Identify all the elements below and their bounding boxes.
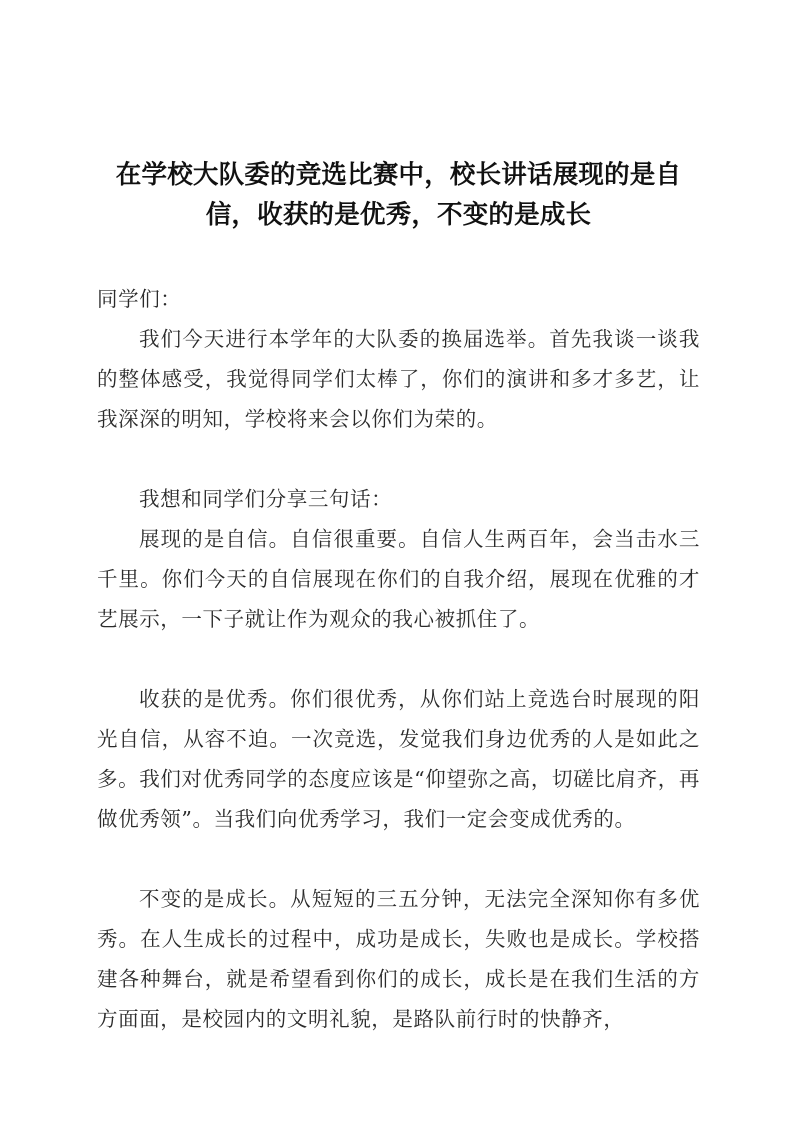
body-paragraph-3: 展现的是自信。自信很重要。自信人生两百年，会当击水三千里。你们今天的自信展现在你们的自我介绍，展现在优雅的才艺展示，一下子就让作为观众的我心被抓住了。	[97, 527, 700, 631]
page-title: 在学校大队委的竞选比赛中，校长讲话展现的是自信，收获的是优秀，不变的是成长	[115, 160, 682, 230]
body-paragraph-1: 我们今天进行本学年的大队委的换届选举。首先我谈一谈我的整体感受，我觉得同学们太棒了，你们的演讲和多才多艺，让我深深的明知，学校将来会以你们为荣的。	[97, 327, 700, 431]
body-paragraph-4: 收获的是优秀。你们很优秀，从你们站上竞选台时展现的阳光自信，从容不迫。一次竞选，发觉我们身边优秀的人是如此之多。我们对优秀同学的态度应该是“仰望弥之高，切磋比肩齐，再做优秀领”。当我们向优秀学习，我们一定会变成优秀的。	[97, 687, 700, 831]
body-paragraph-5: 不变的是成长。从短短的三五分钟，无法完全深知你有多优秀。在人生成长的过程中，成功是成长，失败也是成长。学校搭建各种舞台，就是希望看到你们的成长，成长是在我们生活的方方面面，是校园内的文明礼貌，是路队前行时的快静齐，	[97, 887, 700, 1031]
document-body	[97, 279, 700, 1039]
body-paragraph-2: 我想和同学们分享三句话：	[139, 487, 393, 511]
salutation-line: 同学们：	[97, 287, 182, 311]
